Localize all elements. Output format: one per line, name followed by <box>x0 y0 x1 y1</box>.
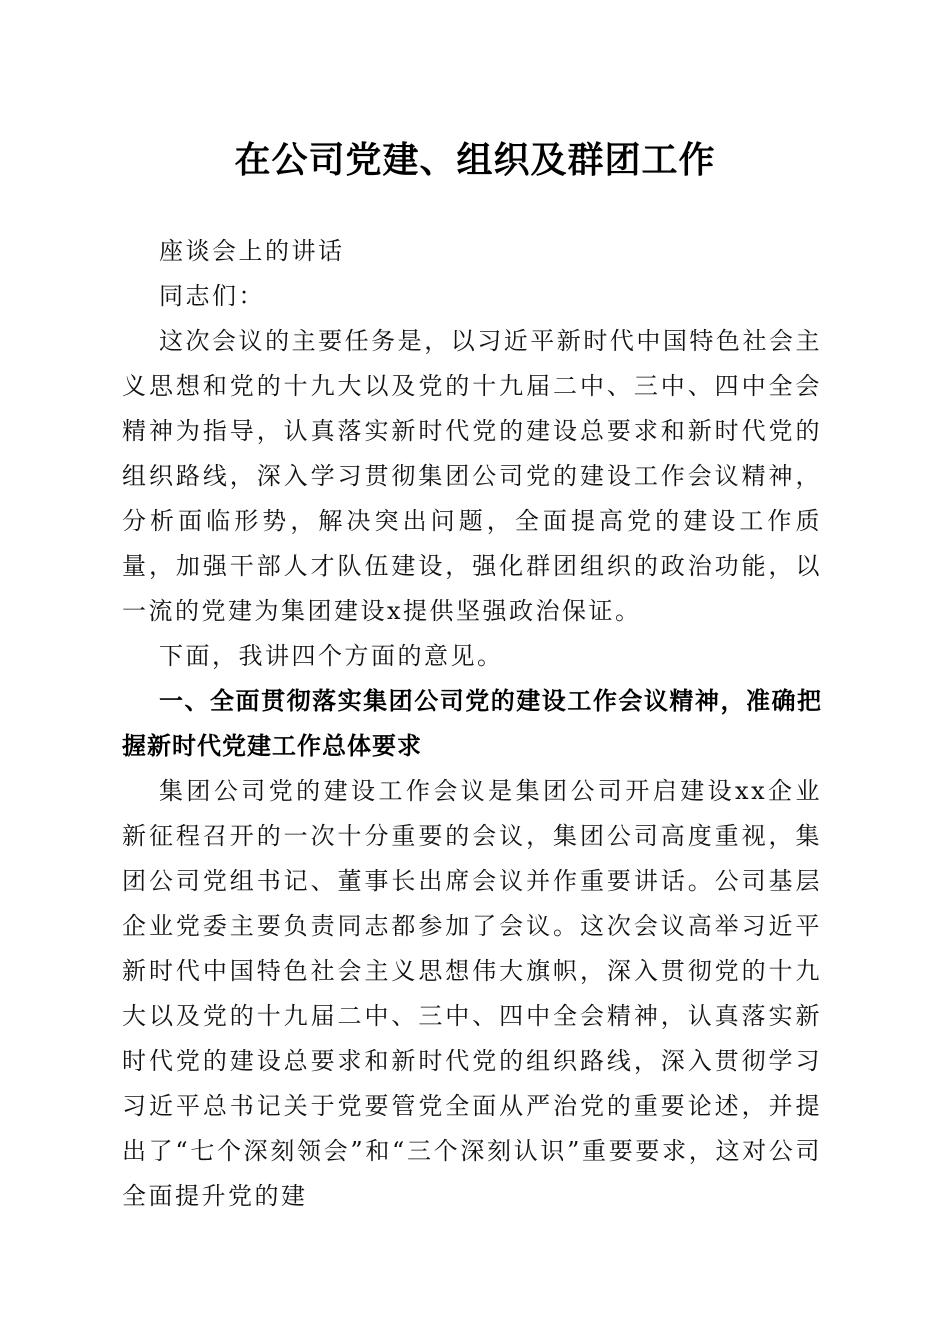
subtitle-paragraph: 座谈会上的讲话 <box>159 237 345 265</box>
salutation-paragraph: 同志们： <box>159 282 265 310</box>
document-body <box>122 229 822 1219</box>
body-paragraph: 下面，我讲四个方面的意见。 <box>159 642 504 670</box>
document-title: 在公司党建、组织及群团工作 <box>234 139 716 181</box>
section-heading: 一、全面贯彻落实集团公司党的建设工作会议精神，准确把握新时代党建工作总体要求 <box>122 687 822 760</box>
body-paragraph: 集团公司党的建设工作会议是集团公司开启建设xx企业新征程召开的一次十分重要的会议，集团公司高度重视，集团公司党组书记、董事长出席会议并作重要讲话。公司基层企业党委主要负责同志都参加了会议。这次会议高举习近平新时代中国特色社会主义思想伟大旗帜，深入贯彻党的十九大以及党的十九届二中、三中、四中全会精神，认真落实新时代党的建设总要求和新时代党的组织路线，深入贯彻学习习近平总书记关于党要管党全面从严治党的重要论述，并提出了“七个深刻领会”和“三个深刻认识”重要要求，这对公司全面提升党的建 <box>122 777 822 1210</box>
body-paragraph: 这次会议的主要任务是，以习近平新时代中国特色社会主义思想和党的十九大以及党的十九届二中、三中、四中全会精神为指导，认真落实新时代党的建设总要求和新时代党的组织路线，深入学习贯彻集团公司党的建设工作会议精神，分析面临形势，解决突出问题，全面提高党的建设工作质量，加强干部人才队伍建设，强化群团组织的政治功能，以一流的党建为集团建设x提供坚强政治保证。 <box>122 327 822 625</box>
